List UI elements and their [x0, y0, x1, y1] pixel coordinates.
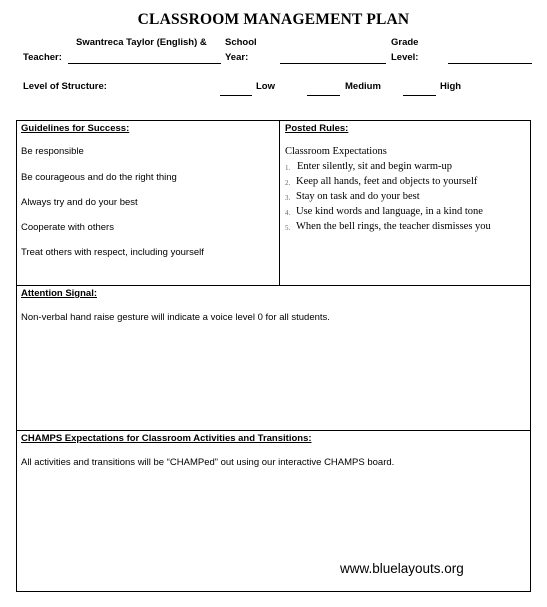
website-text: www.bluelayouts.org — [340, 561, 464, 576]
grade-level-underline — [448, 63, 532, 64]
guideline-item: Cooperate with others — [21, 222, 114, 233]
rule-number: 1. — [285, 164, 291, 172]
posted-rules-box — [279, 120, 531, 286]
medium-underline — [307, 95, 340, 96]
low-underline — [220, 95, 252, 96]
guideline-item: Always try and do your best — [21, 197, 138, 208]
structure-high: High — [440, 81, 462, 92]
rule-number: 5. — [285, 224, 291, 232]
champs-heading: CHAMPS Expectations for Classroom Activities and Transitions: — [21, 433, 312, 444]
grade-level-label-line2: Level: — [391, 52, 419, 63]
posted-rules-heading: Posted Rules: — [285, 123, 349, 134]
guidelines-heading: Guidelines for Success: — [21, 123, 130, 134]
teacher-underline — [68, 63, 221, 64]
teacher-value: Swantreca Taylor (English) & — [76, 37, 207, 48]
guideline-item: Be courageous and do the right thing — [21, 172, 177, 183]
attention-signal-body: Non-verbal hand raise gesture will indicate a voice level 0 for all students. — [21, 312, 330, 323]
high-underline — [403, 95, 436, 96]
school-year-label-line2: Year: — [225, 52, 249, 63]
rule-item: Use kind words and language, in a kind tone — [296, 206, 483, 217]
page-title: CLASSROOM MANAGEMENT PLAN — [137, 11, 410, 28]
attention-signal-box — [16, 285, 531, 431]
structure-label: Level of Structure: — [23, 81, 107, 92]
grade-level-label-line1: Grade — [391, 37, 419, 48]
structure-medium: Medium — [345, 81, 381, 92]
champs-body: All activities and transitions will be “CHAMPed” out using our interactive CHAMPS board. — [21, 457, 395, 468]
teacher-label: Teacher: — [23, 52, 62, 63]
school-year-underline — [280, 63, 386, 64]
guideline-item: Be responsible — [21, 146, 84, 157]
rule-item: Enter silently, sit and begin warm-up — [297, 161, 453, 172]
rule-item: Keep all hands, feet and objects to yourself — [296, 176, 478, 187]
rule-item: Stay on task and do your best — [296, 191, 420, 202]
rule-number: 2. — [285, 179, 291, 187]
rule-item: When the bell rings, the teacher dismisses you — [296, 221, 491, 232]
guideline-item: Treat others with respect, including yourself — [21, 247, 204, 258]
rule-number: 3. — [285, 194, 291, 202]
school-year-label-line1: School — [225, 37, 257, 48]
structure-low: Low — [256, 81, 275, 92]
attention-signal-heading: Attention Signal: — [21, 288, 97, 299]
rule-number: 4. — [285, 209, 291, 217]
posted-rules-subtitle: Classroom Expectations — [285, 146, 387, 157]
